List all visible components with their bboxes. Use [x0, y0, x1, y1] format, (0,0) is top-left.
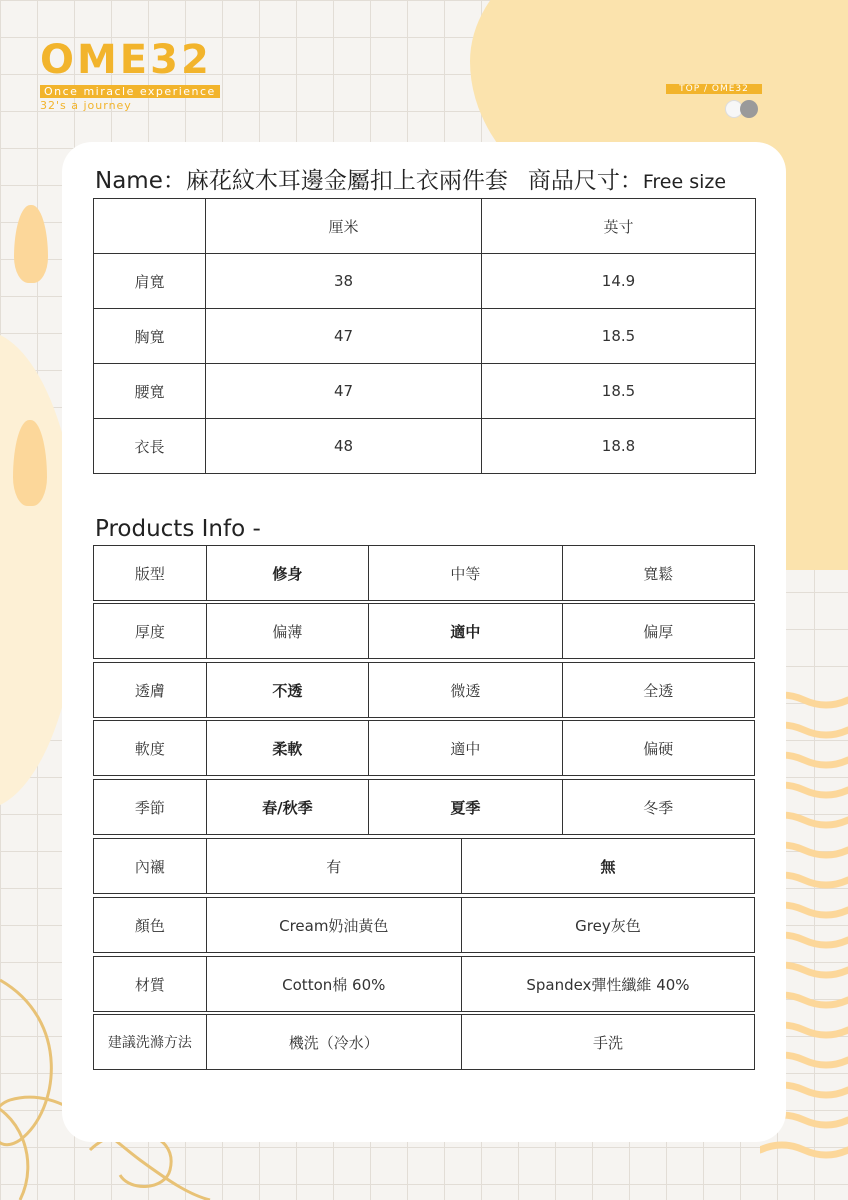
size-cm-cell: 47 — [206, 309, 482, 364]
info-row-softness — [93, 720, 755, 776]
size-label: 商品尺寸： — [527, 168, 643, 194]
info-option: 有 — [206, 839, 461, 893]
table-row — [94, 254, 756, 309]
info-option: 適中 — [368, 721, 561, 775]
size-cm-cell: 38 — [206, 254, 482, 309]
table-row — [94, 309, 756, 364]
name-label: Name： — [95, 168, 186, 194]
brand-tagline: Once miracle experience — [40, 85, 220, 98]
info-label: 透膚 — [134, 681, 165, 700]
info-option: 偏硬 — [562, 721, 754, 775]
info-option-selected: 修身 — [206, 546, 369, 600]
info-option: 手洗 — [461, 1015, 754, 1069]
size-inch-cell: 18.8 — [482, 419, 756, 474]
size-cm-cell: 47 — [206, 364, 482, 419]
info-label: 版型 — [134, 564, 165, 583]
decorative-drop — [14, 205, 48, 283]
info-option-selected: 無 — [461, 839, 754, 893]
info-option: 微透 — [368, 663, 561, 717]
brand-subtitle: 32's a journey — [40, 99, 132, 112]
table-row — [94, 419, 756, 474]
info-option: 寬鬆 — [562, 546, 754, 600]
info-option-selected: 不透 — [206, 663, 369, 717]
info-label: 建議洗滌方法 — [107, 1035, 192, 1051]
size-label-cell: 胸寬 — [94, 309, 206, 364]
info-option: Cream奶油黃色 — [206, 898, 461, 952]
info-option-selected: 春/秋季 — [206, 780, 369, 834]
info-row-washing — [93, 1014, 755, 1070]
info-row-material — [93, 956, 755, 1012]
info-option: 偏薄 — [206, 604, 369, 658]
toggle-circle-dark — [740, 100, 758, 118]
info-option: Grey灰色 — [461, 898, 754, 952]
size-header-inch: 英寸 — [482, 199, 756, 254]
info-label: 厚度 — [134, 622, 165, 641]
info-row-color — [93, 897, 755, 953]
product-name: 麻花紋木耳邊金屬扣上衣兩件套 — [185, 168, 508, 194]
top-tag: TOP / OME32 — [666, 84, 762, 94]
info-option: 偏厚 — [562, 604, 754, 658]
info-option: 機洗（冷水） — [206, 1015, 461, 1069]
info-label: 內襯 — [134, 857, 165, 876]
size-table — [93, 198, 756, 474]
size-header-empty — [94, 199, 206, 254]
info-label: 軟度 — [134, 739, 165, 758]
brand-header — [40, 37, 220, 112]
size-label-cell: 腰寬 — [94, 364, 206, 419]
brand-logo: OME32 — [40, 37, 212, 83]
info-row-lining — [93, 838, 755, 894]
size-inch-cell: 14.9 — [482, 254, 756, 309]
table-row — [94, 364, 756, 419]
info-row-fit — [93, 545, 755, 601]
info-row-thickness — [93, 603, 755, 659]
size-label-cell: 衣長 — [94, 419, 206, 474]
info-label: 季節 — [134, 798, 165, 817]
products-info-title: Products Info - — [95, 516, 261, 542]
size-cm-cell: 48 — [206, 419, 482, 474]
size-header-cm: 厘米 — [206, 199, 482, 254]
info-option: Spandex彈性纖維 40% — [461, 957, 754, 1011]
info-label: 顏色 — [134, 916, 165, 935]
info-row-sheerness — [93, 662, 755, 718]
size-inch-cell: 18.5 — [482, 364, 756, 419]
info-label: 材質 — [134, 975, 165, 994]
info-option: 中等 — [368, 546, 561, 600]
info-option: Cotton棉 60% — [206, 957, 461, 1011]
info-option: 全透 — [562, 663, 754, 717]
info-row-season — [93, 779, 755, 835]
size-value: Free size — [642, 171, 727, 193]
info-option-selected: 夏季 — [368, 780, 561, 834]
size-table-header — [94, 199, 756, 254]
toggle-decoration — [725, 100, 761, 118]
info-option: 冬季 — [562, 780, 754, 834]
size-inch-cell: 18.5 — [482, 309, 756, 364]
info-option-selected: 柔軟 — [206, 721, 369, 775]
size-label-cell: 肩寬 — [94, 254, 206, 309]
info-option-selected: 適中 — [368, 604, 561, 658]
product-heading — [95, 166, 755, 197]
